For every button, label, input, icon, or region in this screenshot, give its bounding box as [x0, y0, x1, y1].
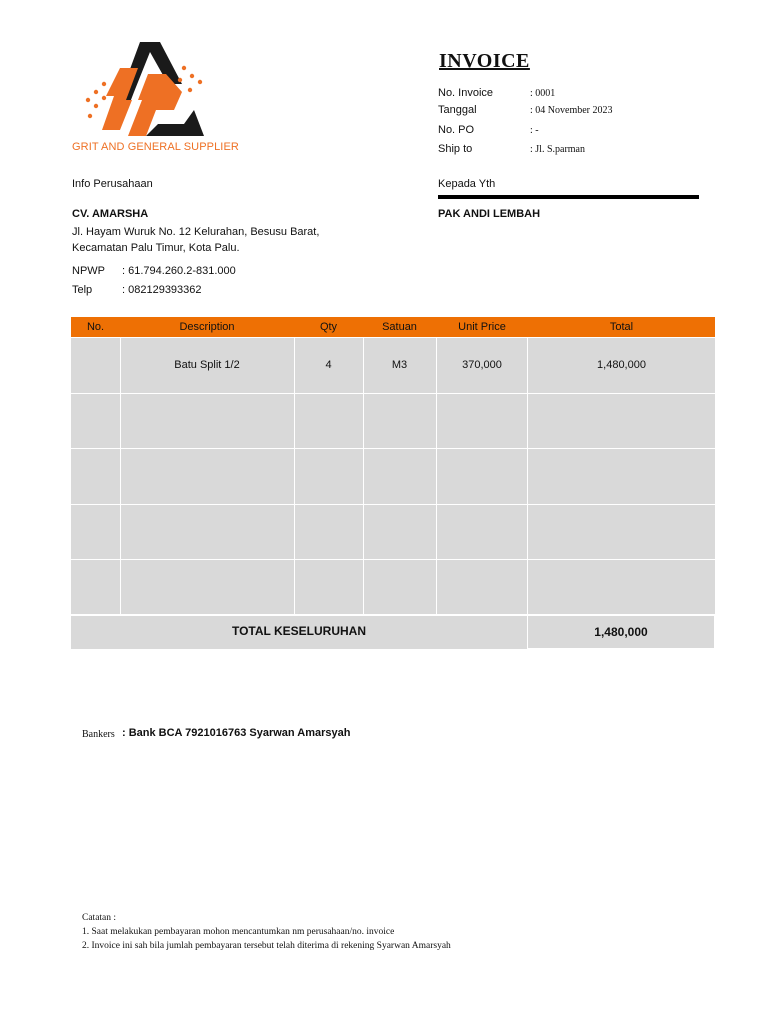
cell-total: 1,480,000: [597, 359, 646, 371]
note-item: 2. Invoice ini sah bila jumlah pembayaran tersebut telah diterima di rekening Syarwan Amarsyah: [82, 941, 451, 951]
grand-total-label-cell: [71, 616, 527, 649]
meta-value: : 0001: [530, 88, 556, 99]
bankers-label: Bankers: [82, 729, 115, 740]
logo-graphic: [84, 40, 212, 140]
column-header-unit-price: Unit Price: [458, 321, 506, 333]
meta-label: Tanggal: [438, 104, 477, 116]
npwp-label: NPWP: [72, 265, 105, 277]
column-header-total: Total: [609, 321, 634, 333]
items-table-body: [71, 338, 715, 615]
meta-po: [438, 124, 698, 140]
table-row: [71, 338, 715, 393]
grand-total-label: TOTAL KESELURUHAN: [231, 624, 366, 638]
column-header-unit: Satuan: [382, 321, 417, 333]
company-address-line: Jl. Hayam Wuruk No. 12 Kelurahan, Besusu Barat,: [72, 226, 320, 238]
meta-value: : Jl. S.parman: [530, 144, 585, 155]
column-header-description: Description: [179, 321, 235, 333]
company-logo: [84, 40, 212, 140]
meta-label: No. PO: [438, 124, 475, 136]
grand-total-value-cell: [528, 616, 714, 648]
table-row: [71, 449, 715, 504]
meta-date: [438, 104, 698, 120]
notes-title: Catatan :: [82, 913, 117, 923]
meta-value: : 04 November 2023: [530, 105, 613, 116]
cell-description: Batu Split 1/2: [174, 359, 240, 371]
grand-total-value: 1,480,000: [594, 625, 648, 639]
column-header-no: No.: [86, 321, 105, 333]
npwp-value: : 61.794.260.2-831.000: [122, 265, 236, 277]
recipient-divider: [438, 195, 699, 199]
company-name: CV. AMARSHA: [72, 208, 149, 220]
table-header: [71, 317, 715, 337]
telp-value: : 082129393362: [122, 284, 202, 296]
cell-unit-price: 370,000: [462, 359, 502, 371]
company-address-line: Kecamatan Palu Timur, Kota Palu.: [72, 242, 240, 254]
company-info-title: Info Perusahaan: [72, 178, 153, 190]
cell-qty: 4: [325, 359, 332, 371]
telp-label: Telp: [72, 284, 93, 296]
company-tagline: GRIT AND GENERAL SUPPLIER: [72, 141, 239, 153]
column-header-qty: Qty: [319, 321, 338, 333]
invoice-title: INVOICE: [439, 50, 530, 72]
recipient-label: Kepada Yth: [438, 178, 496, 190]
note-item: 1. Saat melakukan pembayaran mohon mencantumkan nm perusahaan/no. invoice: [82, 927, 395, 937]
table-row: [71, 394, 715, 448]
cell-unit: M3: [391, 359, 408, 371]
table-row: [71, 560, 715, 614]
row-divider: [71, 614, 715, 615]
bankers-value: : Bank BCA 7921016763 Syarwan Amarsyah: [122, 727, 351, 739]
table-row: [71, 505, 715, 559]
meta-label: No. Invoice: [438, 87, 494, 99]
meta-value: : -: [530, 125, 539, 136]
recipient-name: PAK ANDI LEMBAH: [438, 208, 541, 220]
cell-no: [71, 338, 120, 393]
meta-invoice-number: [438, 87, 698, 103]
meta-label: Ship to: [438, 143, 473, 155]
meta-ship-to: [438, 143, 698, 159]
